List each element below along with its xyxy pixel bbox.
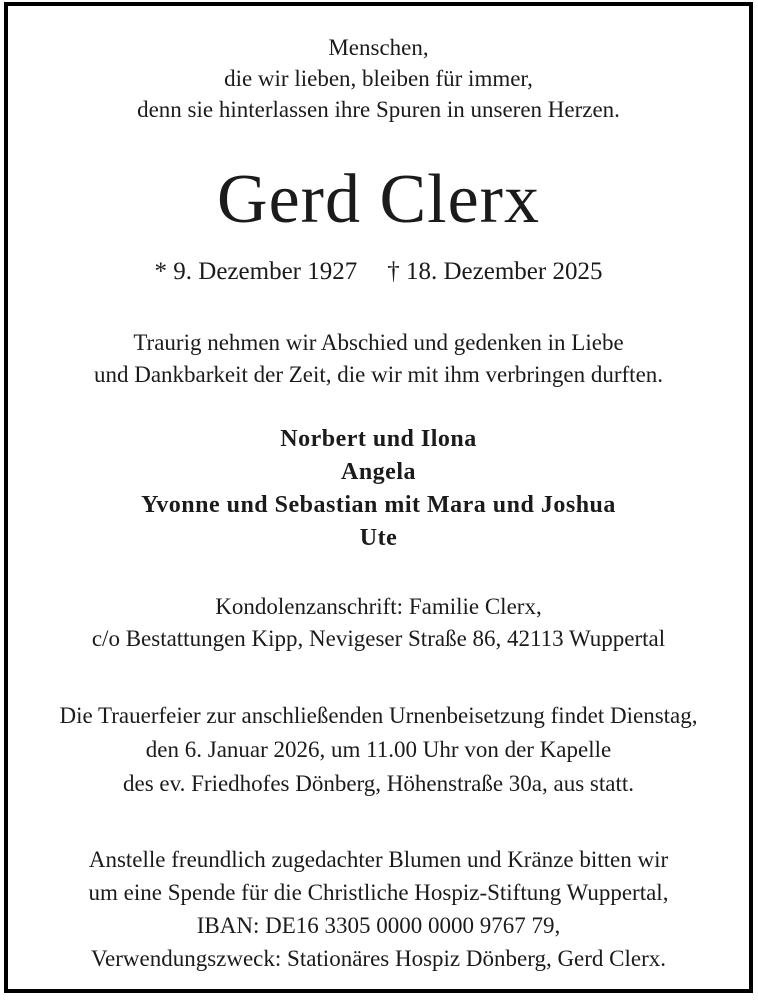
mourner-line-3: Yvonne und Sebastian mit Mara und Joshua xyxy=(141,492,616,518)
farewell-line-1: Traurig nehmen wir Abschied und gedenken in Liebe xyxy=(133,330,624,355)
funeral-line-3: des ev. Friedhofes Dönberg, Höhenstraße 30a, aus statt. xyxy=(123,771,634,796)
condolence-line-1: Kondolenzanschrift: Familie Clerx, xyxy=(215,594,542,619)
funeral-info xyxy=(8,699,749,801)
farewell-text xyxy=(8,327,749,391)
epigraph xyxy=(8,32,749,125)
life-dates xyxy=(8,255,749,289)
notice-border-frame xyxy=(4,2,753,993)
birth-date: * 9. Dezember 1927 xyxy=(154,258,358,285)
mourner-line-2: Angela xyxy=(341,459,416,485)
epigraph-line-1: Menschen, xyxy=(328,35,429,60)
epigraph-line-2: die wir lieben, bleiben für immer, xyxy=(224,66,533,91)
donation-line-4: Verwendungszweck: Stationäres Hospiz Dönberg, Gerd Clerx. xyxy=(90,946,667,971)
mourners-list xyxy=(8,423,749,555)
donation-line-2: um eine Spende für die Christliche Hospiz-Stiftung Wuppertal, xyxy=(88,880,669,905)
death-date: † 18. Dezember 2025 xyxy=(387,258,603,285)
condolence-line-2: c/o Bestattungen Kipp, Nevigeser Straße 86, 42113 Wuppertal xyxy=(91,626,666,651)
epigraph-line-3: denn sie hinterlassen ihre Spuren in unseren Herzen. xyxy=(137,97,620,122)
donation-line-1: Anstelle freundlich zugedachter Blumen und Kränze bitten wir xyxy=(88,847,669,872)
funeral-line-1: Die Trauerfeier zur anschließenden Urnenbeisetzung findet Dienstag, xyxy=(59,703,698,728)
mourner-line-1: Norbert und Ilona xyxy=(280,426,477,452)
donation-line-3: IBAN: DE16 3305 0000 0000 9767 79, xyxy=(196,913,561,938)
condolence-address xyxy=(8,591,749,655)
funeral-line-2: den 6. Januar 2026, um 11.00 Uhr von der Kapelle xyxy=(145,737,612,762)
farewell-line-2: und Dankbarkeit der Zeit, die wir mit ihm verbringen durften. xyxy=(93,362,664,387)
deceased-name: Gerd Clerx xyxy=(217,161,540,238)
notice-content xyxy=(8,32,749,975)
mourner-line-4: Ute xyxy=(359,525,398,551)
donation-info xyxy=(8,843,749,975)
